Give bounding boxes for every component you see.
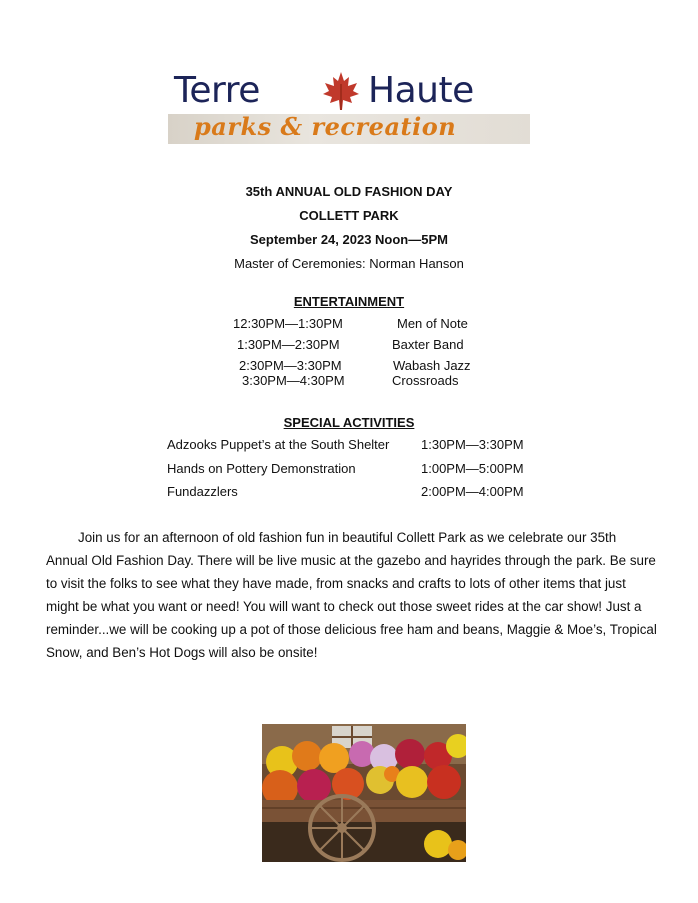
activity-time-3: 2:00PM—4:00PM xyxy=(421,484,524,499)
logo-wordmark xyxy=(168,68,530,114)
entertainment-time-1: 12:30PM—1:30PM xyxy=(233,316,343,331)
terre-haute-logo xyxy=(168,68,530,144)
logo-subtitle: parks & recreation xyxy=(194,112,457,141)
event-venue: COLLETT PARK xyxy=(299,208,399,223)
entertainment-time-3: 2:30PM—3:30PM xyxy=(239,358,342,373)
mum-wagon-photo xyxy=(262,724,466,862)
entertainment-act-3: Wabash Jazz xyxy=(393,358,471,373)
entertainment-act-4: Crossroads xyxy=(392,373,459,388)
activity-name-2: Hands on Pottery Demonstration xyxy=(167,461,356,476)
activity-name-3: Fundazzlers xyxy=(167,484,238,499)
activities-heading: SPECIAL ACTIVITIES xyxy=(283,415,415,430)
logo-word-left: Terre xyxy=(174,70,260,111)
entertainment-heading: ENTERTAINMENT xyxy=(293,294,405,309)
master-of-ceremonies: Master of Ceremonies: Norman Hanson xyxy=(234,256,464,271)
logo-word-right: Haute xyxy=(368,70,474,111)
activity-time-1: 1:30PM—3:30PM xyxy=(421,437,524,452)
activity-time-2: 1:00PM—5:00PM xyxy=(421,461,524,476)
event-description: Join us for an afternoon of old fashion fun in beautiful Collett Park as we celebrate our 35th Annual Old Fashion Day. There will be live music at the gazebo and hayrides through the park. Be sure to visit the folks to see what they have made, from snacks and crafts to lots of other items that just might be what you want or need! You will want to check out those sweet rides at the car show! Just a reminder...we will be cooking up a pot of those delicious free ham and beans, Maggie & Moe’s, Tropical Snow, and Ben’s Hot Dogs will also be onsite! xyxy=(46,530,657,660)
entertainment-time-2: 1:30PM—2:30PM xyxy=(237,337,340,352)
event-title: 35th ANNUAL OLD FASHION DAY xyxy=(245,184,453,199)
activity-name-1: Adzooks Puppet’s at the South Shelter xyxy=(167,437,390,452)
maple-leaf-icon xyxy=(320,70,362,112)
entertainment-time-4: 3:30PM—4:30PM xyxy=(242,373,345,388)
entertainment-act-1: Men of Note xyxy=(397,316,468,331)
event-date-time: September 24, 2023 Noon—5PM xyxy=(250,232,448,247)
entertainment-act-2: Baxter Band xyxy=(392,337,464,352)
